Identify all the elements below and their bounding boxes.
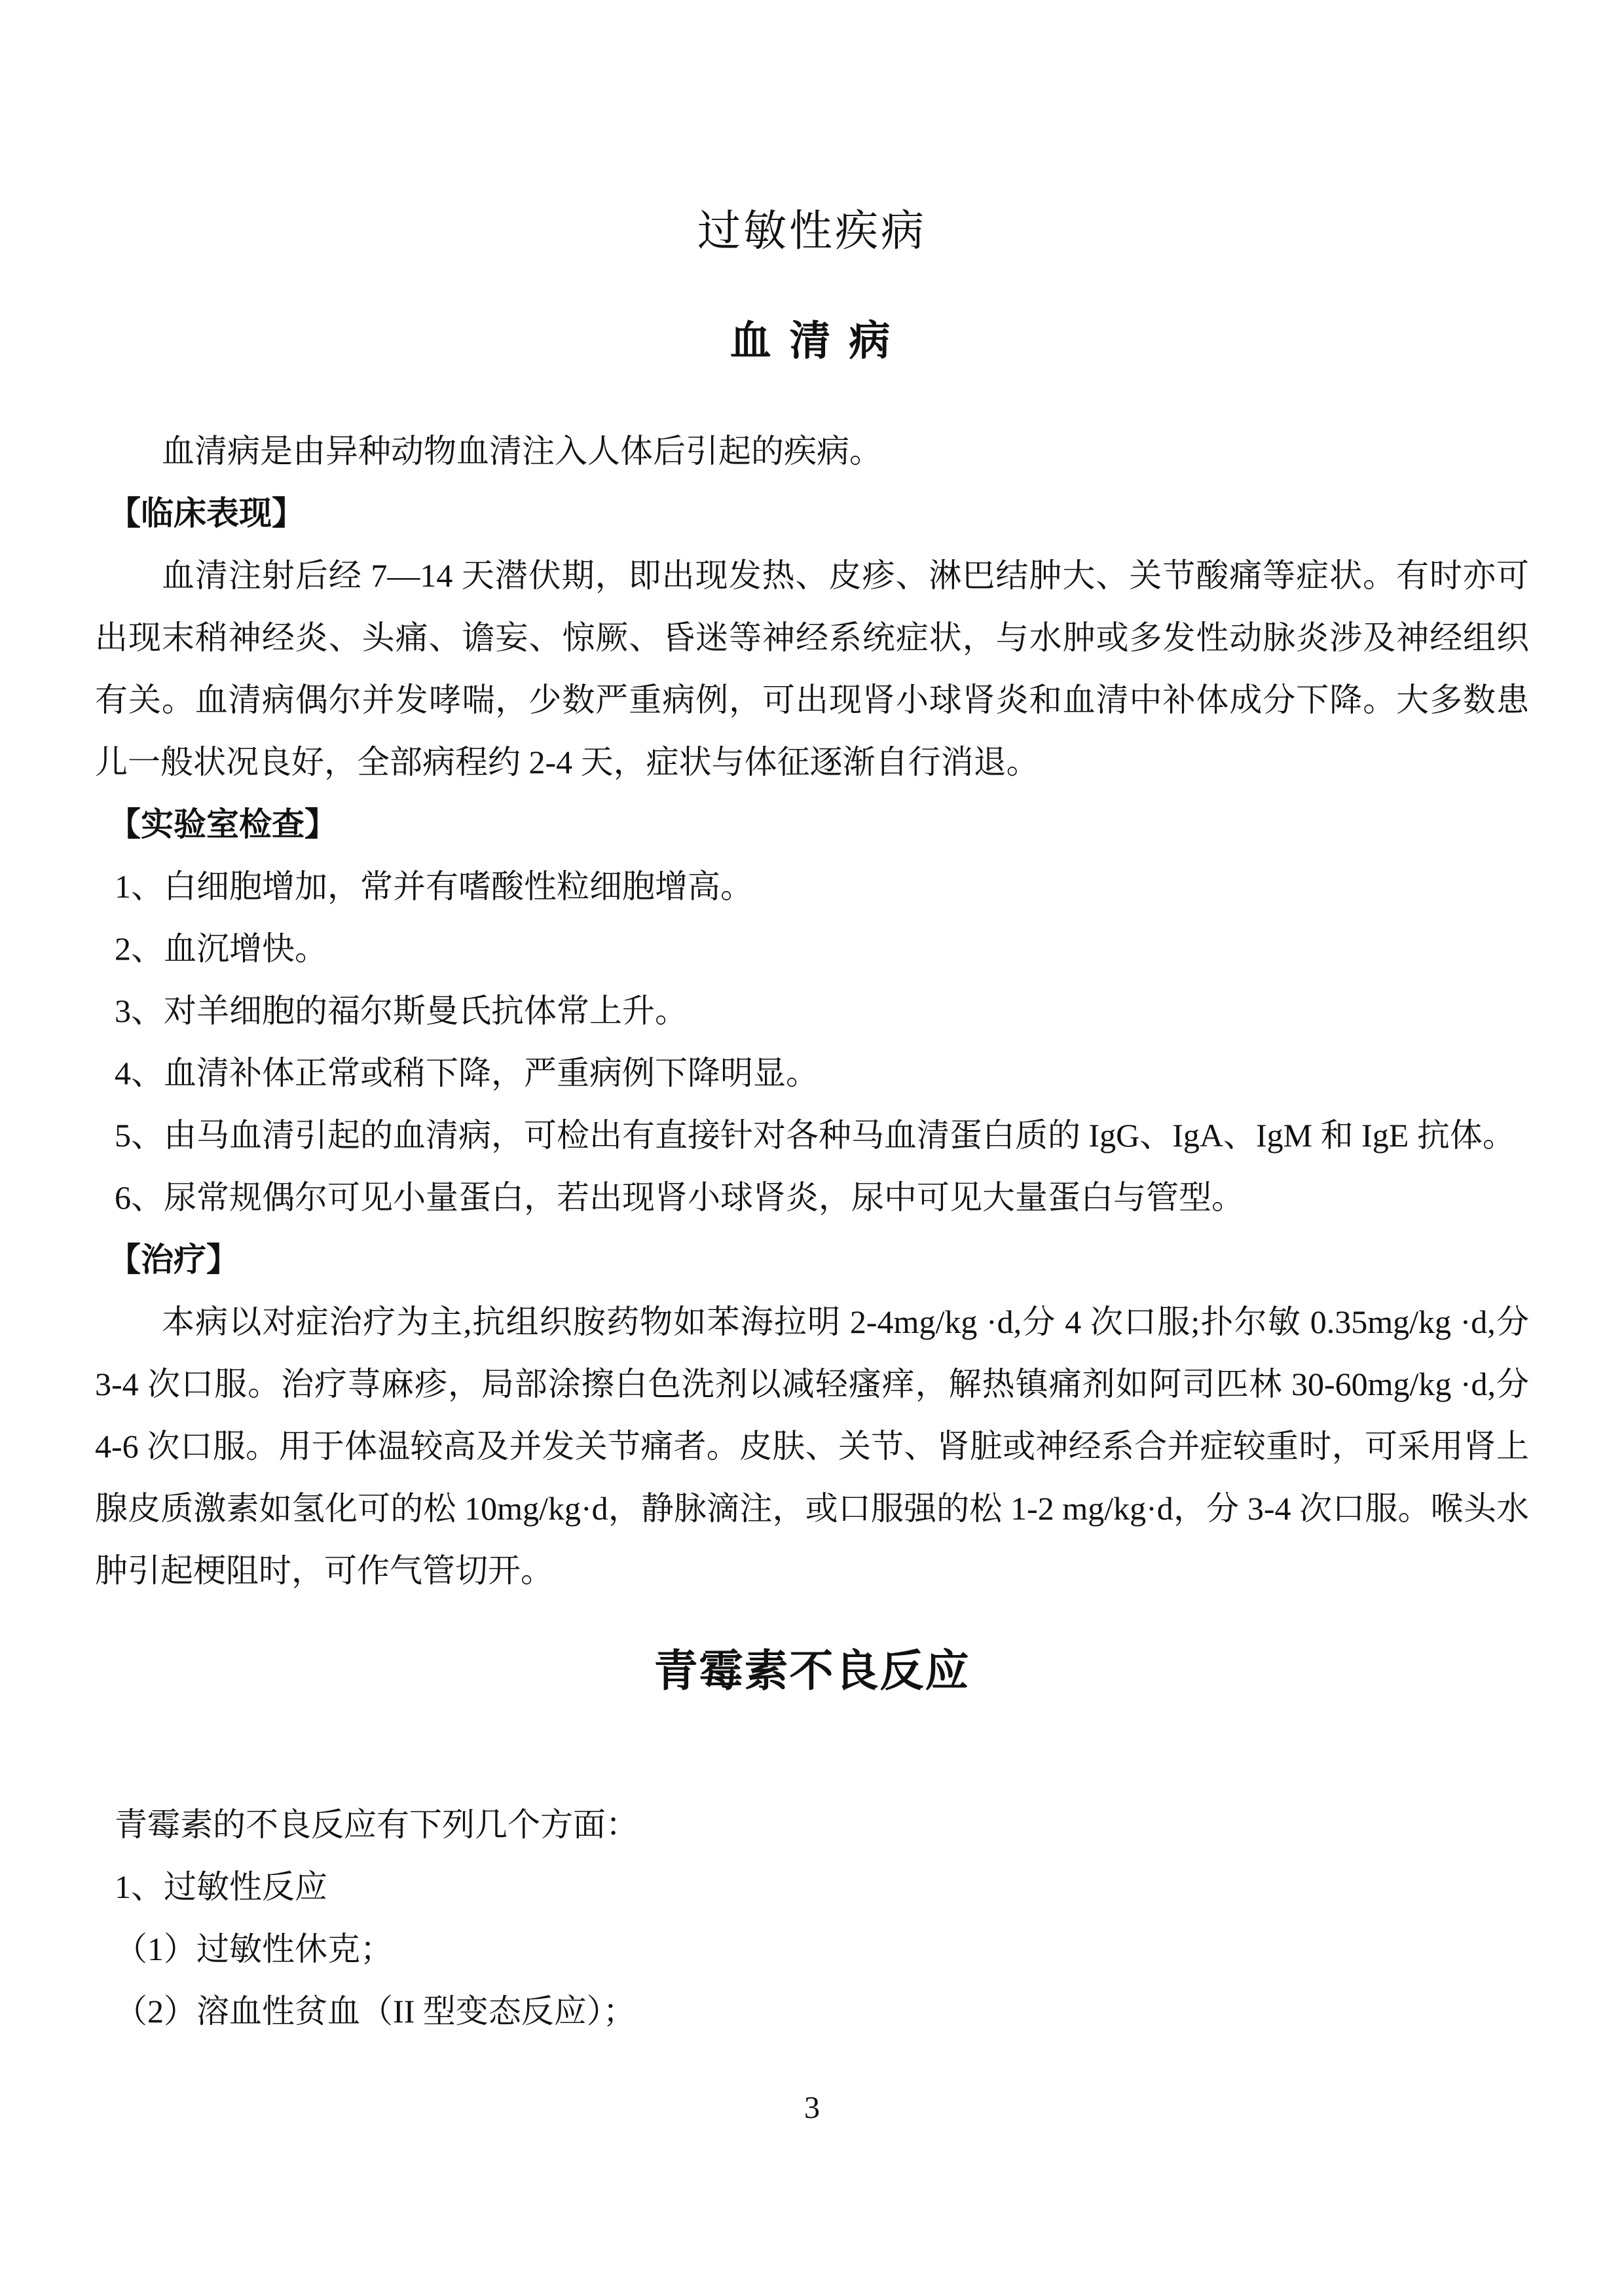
lab-item-5: 5、由马血清引起的血清病，可检出有直接针对各种马血清蛋白质的 IgG、IgA、IgM 和 IgE 抗体。	[115, 1117, 1515, 1154]
clinical-manifestations-paragraph: 血清注射后经 7—14 天潜伏期，即出现发热、皮疹、淋巴结肿大、关节酸痛等症状。有时亦可出现末稍神经炎、头痛、谵妄、惊厥、昏迷等神经系统症状，与水肿或多发性动脉炎涉及神经组织有关。血清病偶尔并发哮喘，少数严重病例，可出现肾小球肾炎和血清中补体成分下降。大多数患儿一般状况良好，全部病程约 2-4 天，症状与体征逐渐自行消退。	[95, 557, 1529, 780]
penicillin-heading: 青霉素不良反应	[654, 1647, 970, 1696]
lab-item-2: 2、血沉增快。	[115, 930, 327, 967]
lab-item-1: 1、白细胞增加，常并有嗜酸性粒细胞增高。	[115, 868, 753, 905]
lab-item-4: 4、血清补体正常或稍下降，严重病例下降明显。	[115, 1055, 819, 1091]
doc-title: 过敏性疾病	[697, 208, 927, 255]
penicillin-section	[95, 1794, 1529, 2043]
treatment-paragraph: 本病以对症治疗为主,抗组织胺药物如苯海拉明 2-4mg/kg ·d,分 4 次口服;扑尔敏 0.35mg/kg ·d,分 3-4 次口服。治疗荨麻疹，局部涂擦白色洗剂以减轻瘙痒，解热镇痛剂如阿司匹林 30-60mg/kg ·d,分 4-6 次口服。用于体温较高及并发关节痛者。皮肤、关节、肾脏或神经系合并症较重时，可采用肾上腺皮质激素如氢化可的松 10mg/kg·d，静脉滴注，或口服强的松 1-2 mg/kg·d，分 3-4 次口服。喉头水肿引起梗阻时，可作气管切开。	[95, 1303, 1529, 1589]
treatment-header: 【治疗】	[108, 1241, 239, 1278]
lab-item-6: 6、尿常规偶尔可见小量蛋白，若出现肾小球肾炎，尿中可见大量蛋白与管型。	[115, 1179, 1244, 1216]
doc-subtitle: 血 清 病	[729, 318, 895, 364]
serum-intro-paragraph: 血清病是由异种动物血清注入人体后引起的疾病。	[162, 433, 882, 469]
page-number: 3	[804, 2090, 820, 2125]
penicillin-item-1-1: （1）过敏性休克；	[115, 1931, 393, 1967]
lab-item-3: 3、对羊细胞的福尔斯曼氏抗体常上升。	[115, 993, 688, 1029]
penicillin-item-1: 1、过敏性反应	[115, 1868, 327, 1905]
serum-sickness-section	[95, 420, 1529, 1602]
lab-tests-header: 【实验室检查】	[108, 806, 337, 843]
penicillin-item-1-2: （2）溶血性贫血（II 型变态反应）；	[115, 1993, 636, 2030]
clinical-manifestations-header: 【临床表现】	[108, 495, 304, 532]
penicillin-intro: 青霉素的不良反应有下列几个方面：	[115, 1806, 638, 1843]
